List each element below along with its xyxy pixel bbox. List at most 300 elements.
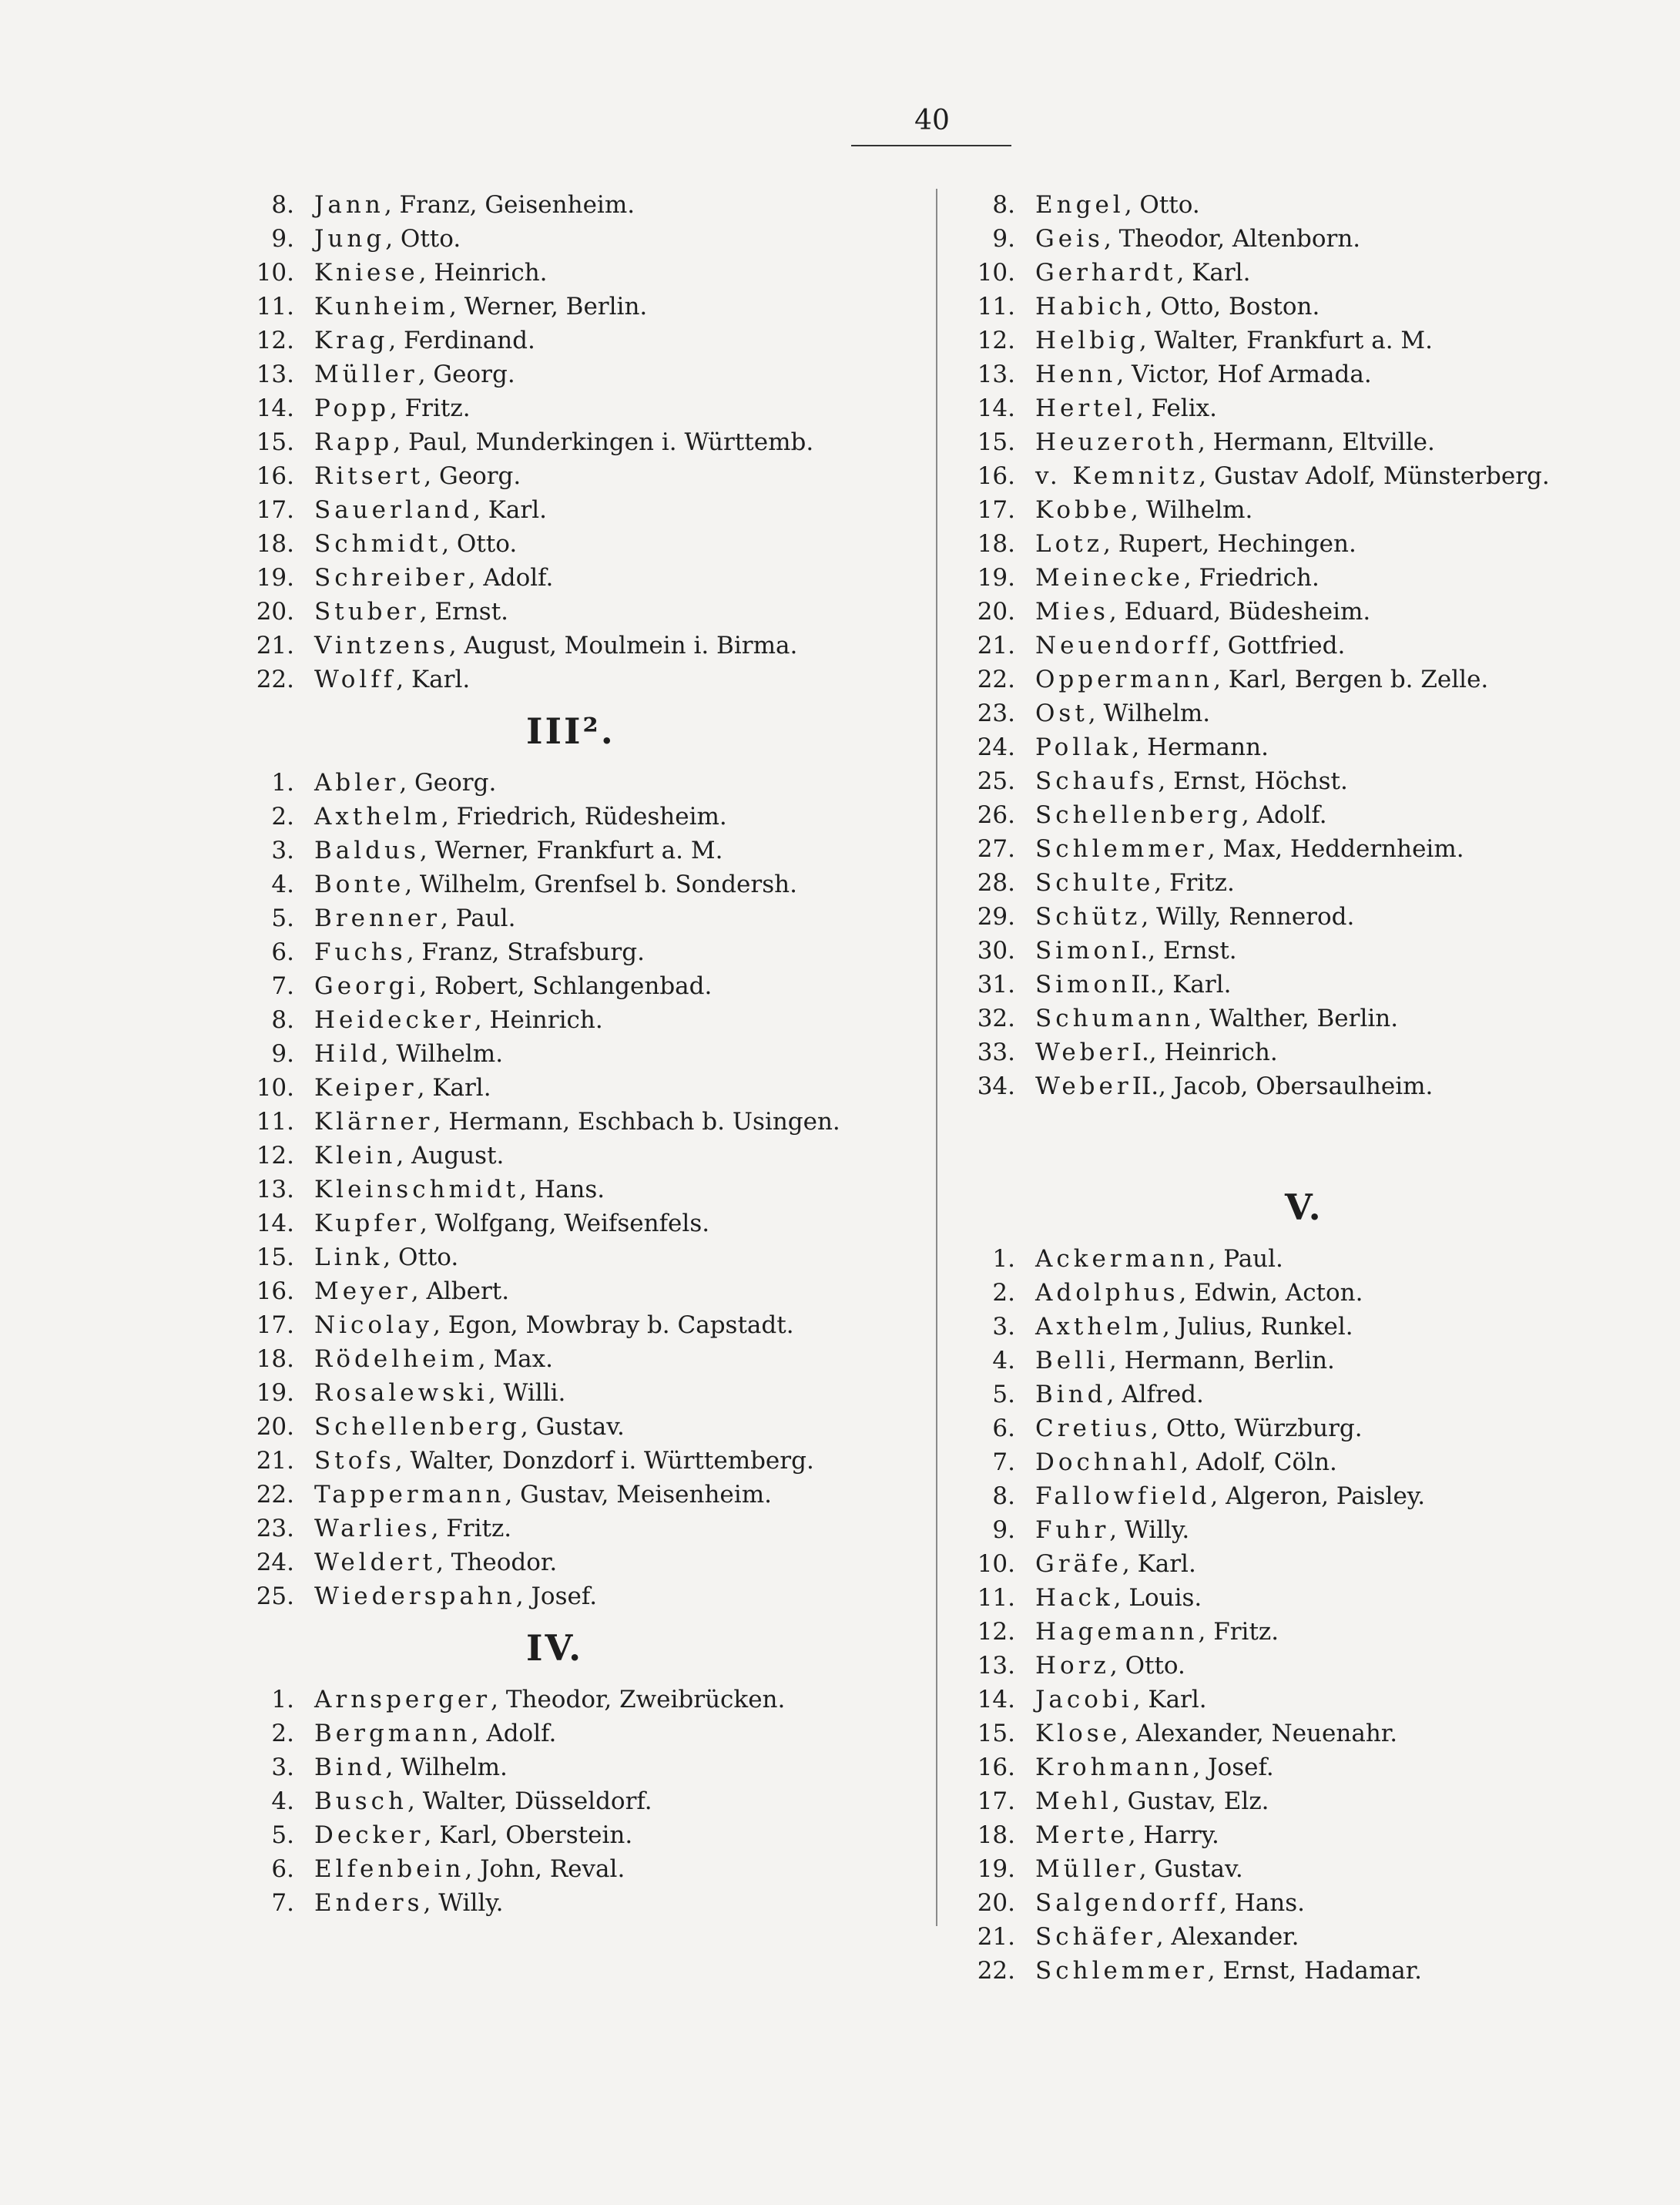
entry-number: 3. <box>271 837 294 864</box>
entry-details: , Georg. <box>417 361 515 388</box>
entry-number: 2. <box>271 1720 294 1747</box>
entry-surname: Mies <box>1035 598 1109 626</box>
entry-details: , Heinrich. <box>474 1006 603 1034</box>
entry-surname: Fuchs <box>314 938 407 966</box>
list-item <box>231 663 924 696</box>
list-item <box>231 901 924 935</box>
entry-surname: Henn <box>1035 361 1117 388</box>
entry-surname: Tappermann <box>314 1481 505 1509</box>
list-item <box>231 1784 924 1818</box>
entry-surname: Warlies <box>314 1515 431 1542</box>
entry-surname: Rapp <box>314 428 394 456</box>
entry-surname: Enders <box>314 1889 424 1917</box>
entry-number: 8. <box>271 1006 294 1034</box>
entry-number: 22. <box>977 1957 1015 1985</box>
entry-details: , Friedrich, Rüdesheim. <box>441 803 727 831</box>
entry-details: , Max. <box>478 1345 554 1373</box>
list-item <box>952 493 1668 527</box>
entry-details: , Wilhelm. <box>381 1040 504 1068</box>
entry-number: 25. <box>977 767 1015 795</box>
entry-details: , Alexander. <box>1155 1923 1299 1951</box>
list-item <box>231 1886 924 1920</box>
entry-details: , Hans. <box>1219 1889 1306 1917</box>
entry-details: , Heinrich. <box>418 259 548 287</box>
list-item <box>231 527 924 561</box>
entry-number: 9. <box>992 225 1015 253</box>
entry-number: 18. <box>256 530 294 558</box>
entry-surname: Georgi <box>314 972 420 1000</box>
entry-surname: v. Kemnitz <box>1035 462 1199 490</box>
entry-details: , Karl, Oberstein. <box>424 1821 633 1849</box>
entry-details: , Fritz. <box>1198 1618 1279 1646</box>
list-item <box>952 900 1668 934</box>
entry-surname: Dochnahl <box>1035 1448 1182 1476</box>
entry-surname: Kniese <box>314 259 419 287</box>
entry-surname: Neuendorff <box>1035 632 1213 659</box>
entry-surname: Kobbe <box>1035 496 1132 524</box>
entry-details: , Egon, Mowbray b. Capstadt. <box>432 1311 794 1339</box>
entry-number: 26. <box>977 801 1015 829</box>
entry-number: 16. <box>977 462 1015 490</box>
list-item <box>952 1649 1668 1683</box>
entry-number: 10. <box>977 259 1015 287</box>
list-item <box>231 1750 924 1784</box>
section-iv-list <box>231 1683 924 1920</box>
list-item <box>952 1513 1668 1547</box>
entry-number: 17. <box>256 1311 294 1339</box>
section-heading-iv: IV. <box>526 1627 584 1669</box>
entry-details: , Josef. <box>515 1582 598 1610</box>
list-item <box>231 1071 924 1105</box>
entry-details: , Franz, Strafsburg. <box>406 938 645 966</box>
list-continued <box>231 188 924 696</box>
entry-surname: Salgendorff <box>1035 1889 1220 1917</box>
entry-details: , Wilhelm, Grenfsel b. Sondersh. <box>404 871 797 898</box>
entry-number: 19. <box>256 1379 294 1407</box>
entry-number: 23. <box>256 1515 294 1542</box>
list-item <box>952 1445 1668 1479</box>
entry-surname: Vintzens <box>314 632 449 659</box>
entry-details: , Theodor. <box>436 1549 558 1576</box>
entry-details: , Otto. <box>385 225 461 253</box>
entry-number: 13. <box>977 361 1015 388</box>
entry-surname: Abler <box>314 769 400 797</box>
entry-number: 27. <box>977 835 1015 863</box>
entry-surname: Ritsert <box>314 462 424 490</box>
list-item <box>952 595 1668 629</box>
list-item <box>952 1852 1668 1886</box>
entry-details: , Hermann, Berlin. <box>1108 1347 1335 1374</box>
entry-surname: Müller <box>314 361 418 388</box>
entry-surname: Mehl <box>1035 1787 1112 1815</box>
list-item <box>952 832 1668 866</box>
entry-surname: Schmidt <box>314 530 442 558</box>
page-number-rule <box>851 145 1011 146</box>
entry-details: , Gottfried. <box>1212 632 1346 659</box>
entry-details: , Wilhelm. <box>1131 496 1253 524</box>
entry-surname: Elfenbein <box>314 1855 465 1883</box>
entry-surname: Weldert <box>314 1549 437 1576</box>
section-spacer <box>952 1103 1668 1173</box>
list-item <box>231 188 924 222</box>
entry-surname: Schellenberg <box>1035 801 1242 829</box>
entry-surname: Jacobi <box>1035 1686 1133 1713</box>
list-item <box>952 561 1668 595</box>
entry-surname: Stofs <box>314 1447 395 1475</box>
list-item <box>231 459 924 493</box>
list-item <box>952 1920 1668 1954</box>
entry-surname: Meyer <box>314 1277 411 1305</box>
entry-details: , Werner, Frankfurt a. M. <box>419 837 723 864</box>
list-item <box>952 256 1668 290</box>
entry-surname: Schlemmer <box>1035 835 1208 863</box>
list-item <box>952 1547 1668 1581</box>
entry-surname: Schreiber <box>314 564 468 592</box>
entry-surname: Baldus <box>314 837 420 864</box>
entry-details: , Adolf. <box>1241 801 1327 829</box>
entry-details: , Karl, Bergen b. Zelle. <box>1213 666 1489 693</box>
entry-number: 21. <box>977 1923 1015 1951</box>
entry-details: , Gustav, Elz. <box>1112 1787 1269 1815</box>
list-item <box>952 1615 1668 1649</box>
entry-number: 21. <box>977 632 1015 659</box>
entry-surname: Horz <box>1035 1652 1110 1680</box>
entry-number: 18. <box>977 1821 1015 1849</box>
entry-surname: Link <box>314 1243 384 1271</box>
entry-surname: Bind <box>314 1754 386 1781</box>
entry-number: 12. <box>256 1142 294 1170</box>
entry-surname: Schellenberg <box>314 1413 521 1441</box>
entry-number: 11. <box>977 293 1015 321</box>
entry-surname: Engel <box>1035 191 1125 219</box>
entry-surname: Brenner <box>314 904 441 932</box>
entry-details: , Wolfgang, Weifsenfels. <box>419 1210 710 1237</box>
entry-details: , Wilhelm. <box>1088 700 1211 727</box>
entry-number: 34. <box>977 1072 1015 1100</box>
list-item <box>231 256 924 290</box>
entry-details: , Louis. <box>1113 1584 1202 1612</box>
entry-number: 17. <box>256 496 294 524</box>
entry-surname: Simon <box>1035 937 1132 965</box>
list-item <box>231 969 924 1003</box>
list-item <box>231 834 924 868</box>
entry-details: , Walther, Berlin. <box>1194 1005 1399 1032</box>
entry-surname: Stuber <box>314 598 420 626</box>
entry-surname: Schumann <box>1035 1005 1195 1032</box>
entry-number: 19. <box>977 564 1015 592</box>
list-item <box>231 1546 924 1579</box>
list-item <box>952 222 1668 256</box>
right-column <box>952 188 1668 1988</box>
entry-number: 14. <box>256 1210 294 1237</box>
entry-surname: Krohmann <box>1035 1754 1193 1781</box>
list-item <box>952 730 1668 764</box>
page-number: 40 <box>914 105 950 136</box>
entry-number: 15. <box>977 428 1015 456</box>
list-item <box>952 663 1668 696</box>
list-item <box>231 1173 924 1207</box>
list-item <box>952 527 1668 561</box>
list-item <box>952 798 1668 832</box>
entry-surname: Hild <box>314 1040 381 1068</box>
entry-details: , Karl. <box>1122 1550 1196 1578</box>
list-item <box>231 1105 924 1139</box>
entry-surname: Krag <box>314 327 389 354</box>
entry-number: 9. <box>992 1516 1015 1544</box>
entry-number: 22. <box>256 1481 294 1509</box>
list-item <box>952 1479 1668 1513</box>
entry-details: , Hermann, Eschbach b. Usingen. <box>433 1108 840 1136</box>
list-item <box>231 1444 924 1478</box>
entry-number: 22. <box>977 666 1015 693</box>
list-item <box>952 1378 1668 1411</box>
entry-details: , Fritz. <box>431 1515 512 1542</box>
list-item <box>231 868 924 901</box>
entry-details: , Gustav Adolf, Münsterberg. <box>1199 462 1550 490</box>
list-item <box>231 1410 924 1444</box>
entry-surname: Habich <box>1035 293 1145 321</box>
entry-details: , Max, Heddernheim. <box>1207 835 1464 863</box>
entry-details: , Walter, Frankfurt a. M. <box>1138 327 1434 354</box>
entry-surname: Ost <box>1035 700 1088 727</box>
entry-details: II., Jacob, Obersaulheim. <box>1132 1072 1434 1100</box>
entry-number: 15. <box>256 1243 294 1271</box>
list-item <box>231 1717 924 1750</box>
entry-surname: Wiederspahn <box>314 1582 516 1610</box>
list-item <box>952 696 1668 730</box>
entry-number: 14. <box>977 394 1015 422</box>
entry-number: 24. <box>256 1549 294 1576</box>
list-item <box>231 800 924 834</box>
list-item <box>952 934 1668 968</box>
list-item <box>952 1717 1668 1750</box>
entry-details: , Algeron, Paisley. <box>1210 1482 1426 1510</box>
entry-surname: Hagemann <box>1035 1618 1199 1646</box>
entry-number: 7. <box>992 1448 1015 1476</box>
entry-number: 10. <box>256 259 294 287</box>
entry-details: , Willi. <box>488 1379 566 1407</box>
list-continued <box>952 188 1668 1103</box>
entry-number: 21. <box>256 1447 294 1475</box>
entry-number: 13. <box>256 1176 294 1203</box>
entry-details: , Robert, Schlangenbad. <box>419 972 713 1000</box>
entry-number: 6. <box>271 1855 294 1883</box>
entry-details: , Karl. <box>1176 259 1251 287</box>
entry-details: , Otto. <box>1124 191 1200 219</box>
entry-details: , Ernst, Hadamar. <box>1207 1957 1422 1985</box>
entry-details: , Otto. <box>383 1243 459 1271</box>
list-item <box>952 1276 1668 1310</box>
entry-surname: Klärner <box>314 1108 434 1136</box>
entry-surname: Merte <box>1035 1821 1128 1849</box>
entry-number: 8. <box>992 1482 1015 1510</box>
section-iii2-list <box>231 766 924 1613</box>
entry-number: 12. <box>977 1618 1015 1646</box>
entry-number: 2. <box>992 1279 1015 1307</box>
list-item <box>952 1242 1668 1276</box>
list-item <box>231 1207 924 1240</box>
entry-details: , Theodor, Zweibrücken. <box>491 1686 786 1713</box>
entry-details: , Karl. <box>417 1074 491 1102</box>
entry-number: 12. <box>977 327 1015 354</box>
entry-number: 6. <box>992 1415 1015 1442</box>
entry-surname: Heuzeroth <box>1035 428 1198 456</box>
entry-details: , Paul. <box>441 904 516 932</box>
entry-number: 7. <box>271 972 294 1000</box>
entry-surname: Kunheim <box>314 293 450 321</box>
entry-number: 33. <box>977 1039 1015 1066</box>
list-item <box>952 866 1668 900</box>
entry-details: , Karl. <box>396 666 471 693</box>
entry-surname: Decker <box>314 1821 424 1849</box>
entry-surname: Geis <box>1035 225 1104 253</box>
entry-number: 5. <box>271 1821 294 1849</box>
entry-details: , Fritz. <box>1154 869 1235 897</box>
entry-surname: Klein <box>314 1142 397 1170</box>
entry-surname: Busch <box>314 1787 407 1815</box>
entry-surname: Gerhardt <box>1035 259 1177 287</box>
entry-number: 5. <box>271 904 294 932</box>
list-item <box>952 290 1668 324</box>
entry-number: 17. <box>977 496 1015 524</box>
entry-details: , Felix. <box>1135 394 1217 422</box>
entry-details: , Rupert, Hechingen. <box>1103 530 1356 558</box>
entry-details: , Hermann. <box>1132 733 1269 761</box>
list-item <box>952 1784 1668 1818</box>
list-item <box>952 1683 1668 1717</box>
entry-surname: Meinecke <box>1035 564 1184 592</box>
list-item <box>231 425 924 459</box>
entry-number: 31. <box>977 971 1015 998</box>
entry-number: 7. <box>271 1889 294 1917</box>
entry-details: , Gustav, Meisenheim. <box>505 1481 772 1509</box>
entry-surname: Klose <box>1035 1720 1121 1747</box>
entry-number: 17. <box>977 1787 1015 1815</box>
entry-number: 20. <box>256 598 294 626</box>
entry-surname: Schäfer <box>1035 1923 1156 1951</box>
entry-number: 2. <box>271 803 294 831</box>
entry-details: , John, Reval. <box>464 1855 625 1883</box>
entry-number: 25. <box>256 1582 294 1610</box>
entry-number: 13. <box>977 1652 1015 1680</box>
entry-details: II., Karl. <box>1131 971 1232 998</box>
entry-surname: Kupfer <box>314 1210 420 1237</box>
entry-surname: Sauerland <box>314 496 474 524</box>
entry-surname: Bind <box>1035 1381 1107 1408</box>
entry-surname: Weber <box>1035 1039 1132 1066</box>
entry-surname: Axthelm <box>314 803 441 831</box>
list-item <box>952 391 1668 425</box>
entry-details: , Gustav. <box>1138 1855 1243 1883</box>
entry-surname: Bonte <box>314 871 405 898</box>
entry-surname: Weber <box>1035 1072 1132 1100</box>
entry-surname: Pollak <box>1035 733 1132 761</box>
list-item <box>231 391 924 425</box>
entry-surname: Helbig <box>1035 327 1139 354</box>
list-item <box>952 764 1668 798</box>
entry-surname: Simon <box>1035 971 1132 998</box>
entry-number: 19. <box>977 1855 1015 1883</box>
entry-surname: Ackermann <box>1035 1245 1209 1273</box>
list-item <box>952 425 1668 459</box>
list-item <box>231 1579 924 1613</box>
entry-surname: Belli <box>1035 1347 1109 1374</box>
entry-details: , Ernst. <box>419 598 509 626</box>
entry-surname: Nicolay <box>314 1311 433 1339</box>
entry-details: , Harry. <box>1128 1821 1219 1849</box>
entry-number: 1. <box>271 1686 294 1713</box>
entry-details: , Hermann, Eltville. <box>1197 428 1435 456</box>
list-item <box>231 629 924 663</box>
section-v-list <box>952 1242 1668 1988</box>
list-item <box>231 1274 924 1308</box>
list-item <box>231 935 924 969</box>
entry-surname: Hertel <box>1035 394 1136 422</box>
list-item <box>231 1818 924 1852</box>
entry-details: , Hans. <box>519 1176 605 1203</box>
entry-number: 11. <box>256 293 294 321</box>
entry-surname: Wolff <box>314 666 397 693</box>
entry-number: 3. <box>992 1313 1015 1341</box>
entry-number: 22. <box>256 666 294 693</box>
entry-details: , Otto, Würzburg. <box>1151 1415 1363 1442</box>
entry-details: , August. <box>396 1142 505 1170</box>
entry-number: 9. <box>271 1040 294 1068</box>
entry-number: 32. <box>977 1005 1015 1032</box>
entry-details: , Otto. <box>441 530 518 558</box>
entry-number: 3. <box>271 1754 294 1781</box>
list-item <box>952 324 1668 357</box>
entry-surname: Fallowfield <box>1035 1482 1211 1510</box>
list-item <box>952 1035 1668 1069</box>
list-item <box>231 1376 924 1410</box>
entry-number: 1. <box>992 1245 1015 1273</box>
entry-details: , Werner, Berlin. <box>449 293 648 321</box>
entry-number: 4. <box>992 1347 1015 1374</box>
entry-details: , Eduard, Büdesheim. <box>1108 598 1371 626</box>
list-item <box>231 324 924 357</box>
list-item <box>952 1954 1668 1988</box>
list-item <box>231 1308 924 1342</box>
entry-surname: Schütz <box>1035 903 1142 931</box>
entry-number: 21. <box>256 632 294 659</box>
entry-surname: Kleinschmidt <box>314 1176 520 1203</box>
entry-surname: Schaufs <box>1035 767 1159 795</box>
entry-details: , Julius, Runkel. <box>1162 1313 1353 1341</box>
entry-number: 11. <box>256 1108 294 1136</box>
list-item <box>231 1478 924 1512</box>
entry-surname: Müller <box>1035 1855 1139 1883</box>
list-item <box>952 1886 1668 1920</box>
list-item <box>231 595 924 629</box>
entry-details: , Adolf, Cöln. <box>1181 1448 1337 1476</box>
entry-details: , Victor, Hof Armada. <box>1116 361 1372 388</box>
entry-details: I., Ernst. <box>1131 937 1237 965</box>
entry-details: , Franz, Geisenheim. <box>384 191 635 219</box>
entry-number: 24. <box>977 733 1015 761</box>
entry-details: , Paul, Munderkingen i. Württemb. <box>393 428 814 456</box>
entry-surname: Schulte <box>1035 869 1155 897</box>
list-item <box>231 1683 924 1717</box>
list-item <box>952 357 1668 391</box>
entry-surname: Schlemmer <box>1035 1957 1208 1985</box>
entry-surname: Fuhr <box>1035 1516 1110 1544</box>
entry-surname: Rödelheim <box>314 1345 478 1373</box>
list-item <box>952 629 1668 663</box>
column-divider <box>936 189 937 1926</box>
list-item <box>231 766 924 800</box>
entry-details: , Adolf. <box>471 1720 557 1747</box>
